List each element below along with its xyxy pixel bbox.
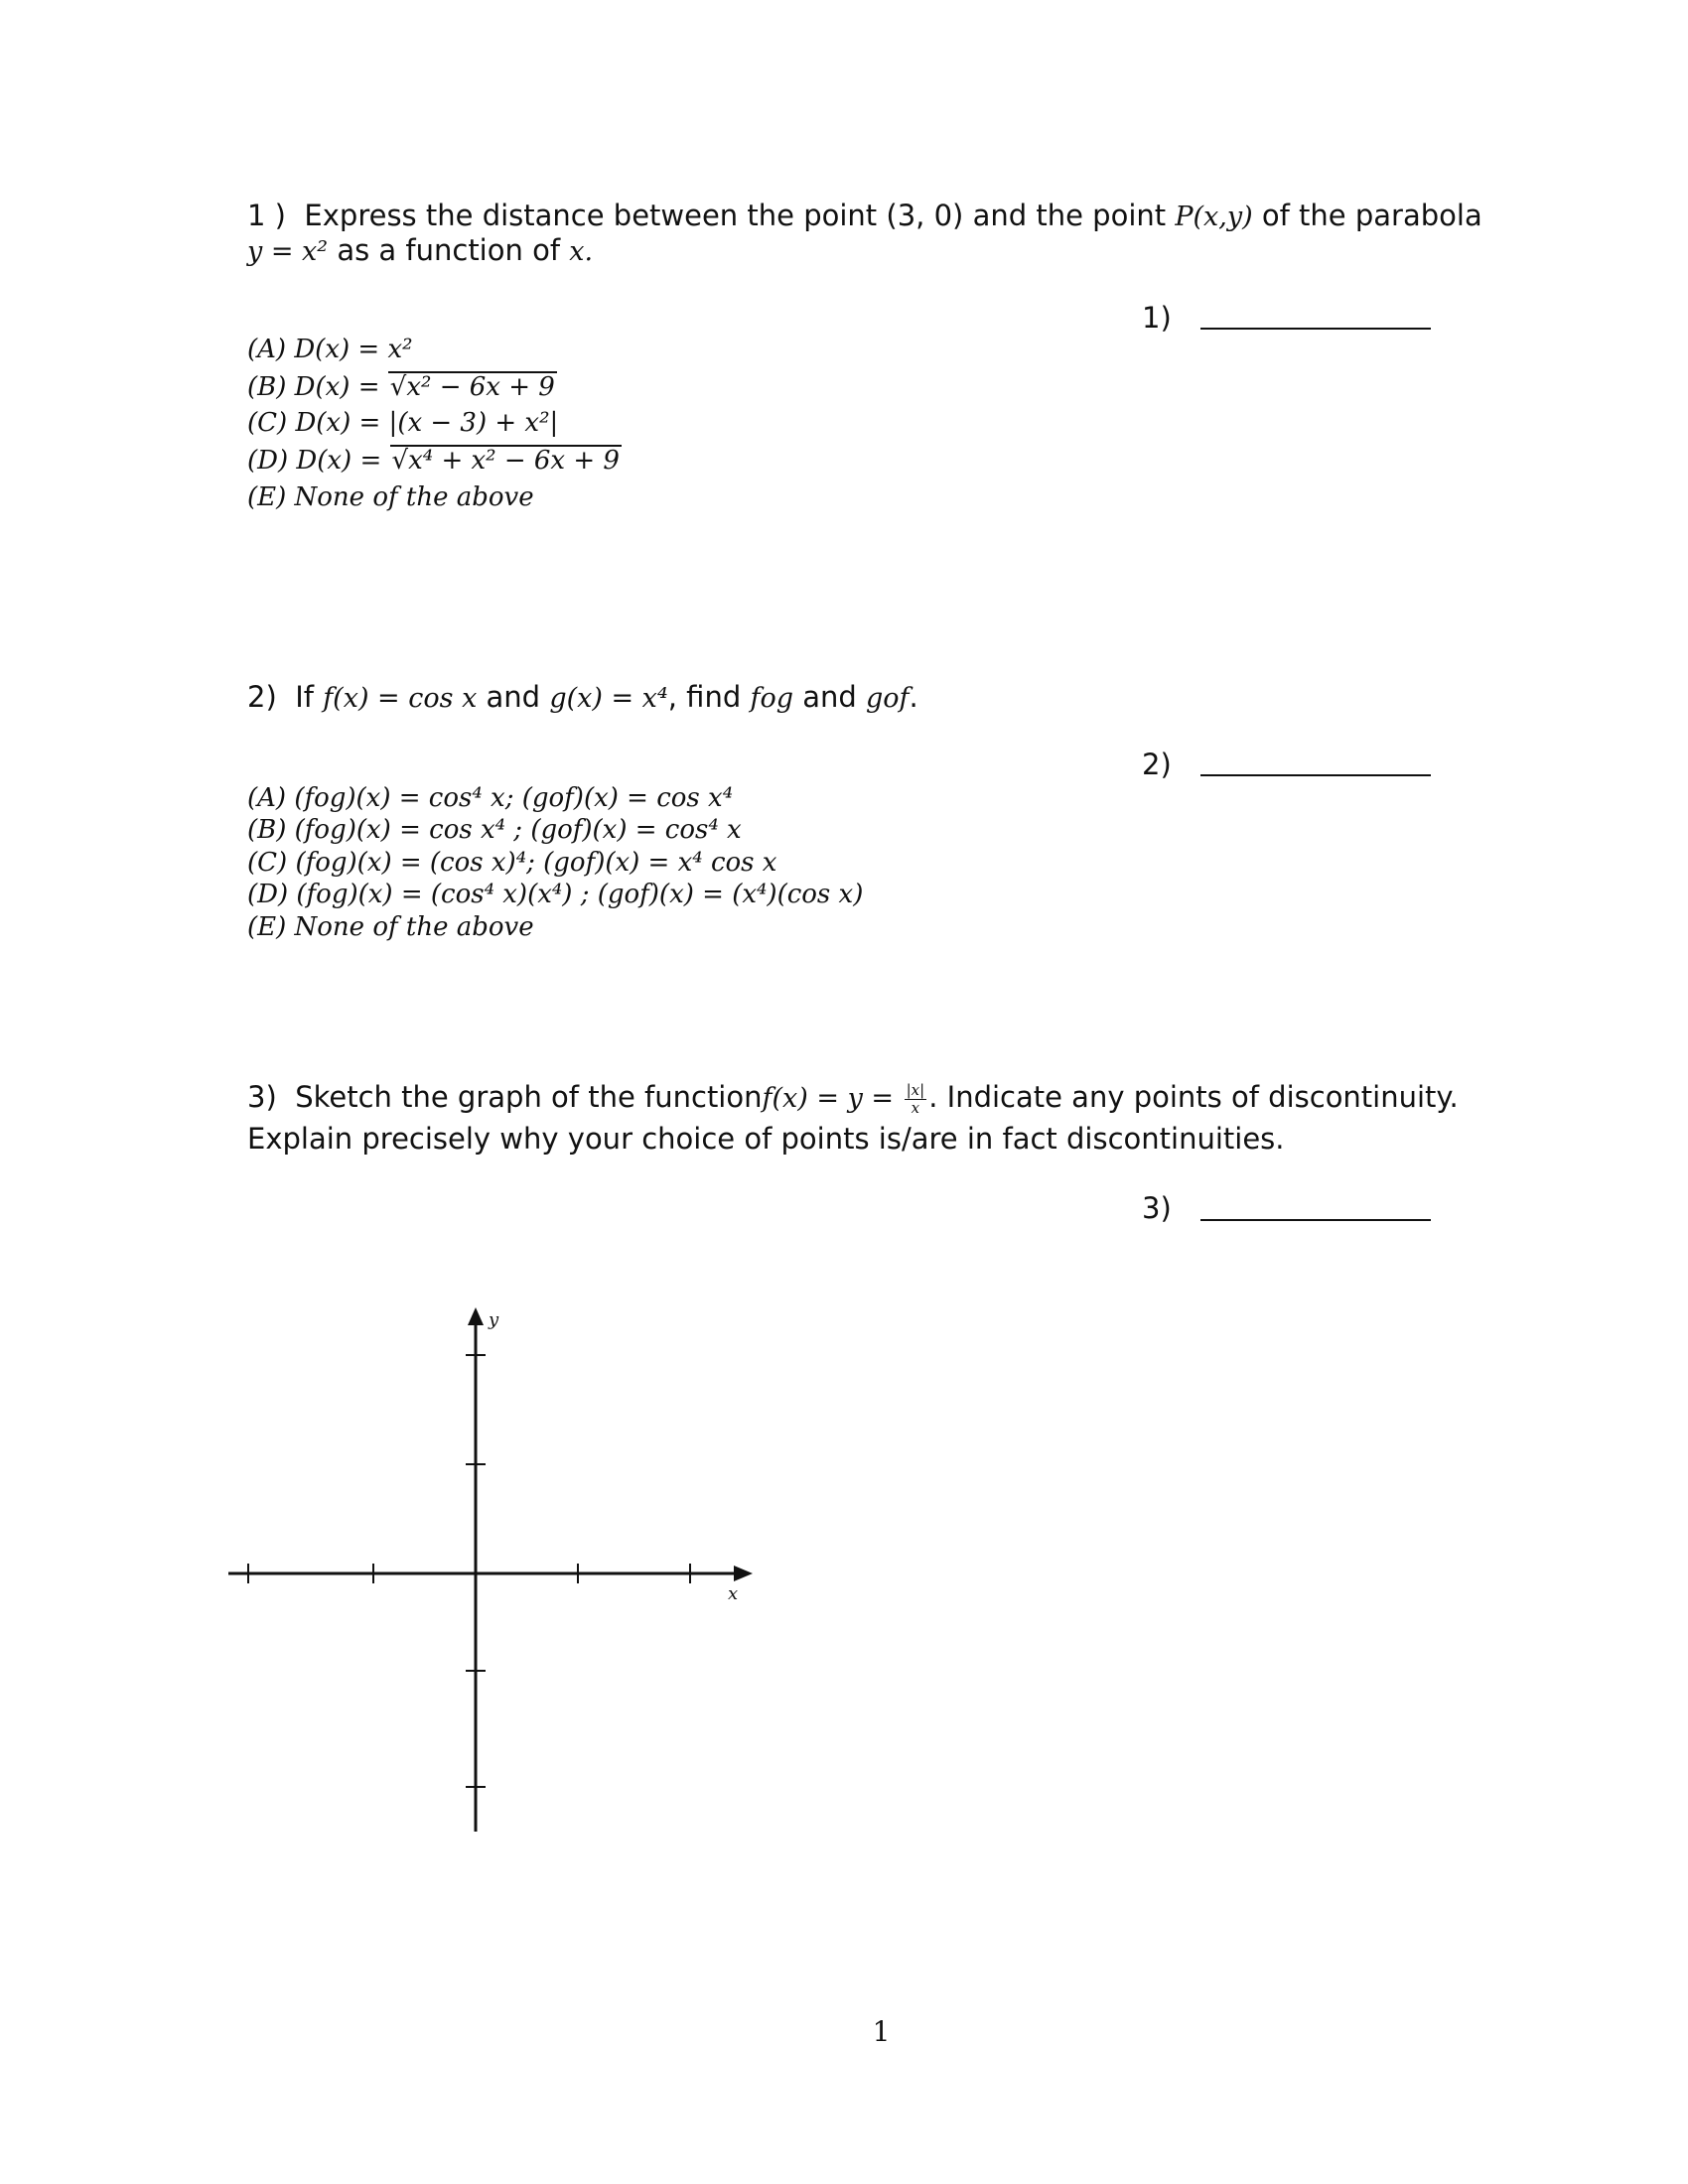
q2-choice-c: (C) (fog)(x) = (cos x)⁴; (gof)(x) = x⁴ cos x [247, 848, 777, 878]
variable-x-math: x. [569, 236, 594, 267]
question-3-line-1 [247, 1080, 1459, 1117]
q2-choice-a: (A) (fog)(x) = cos⁴ x; (gof)(x) = cos x⁴ [247, 783, 734, 813]
q1-choice-e: (E) None of the above [247, 482, 534, 512]
question-1-text-b: as a function of [337, 233, 561, 267]
x-axis-arrow-icon [734, 1566, 753, 1581]
answer-label-1: 1) [1142, 301, 1172, 335]
question-2-number: 2) [247, 680, 277, 714]
q1-choice-b [247, 371, 557, 403]
q2-g-def: g(x) = x⁴ [549, 683, 668, 714]
q2-f-def: f(x) = cos x [323, 683, 478, 714]
q2-gof: gof [866, 683, 910, 714]
q1-choice-b-label: (B) D(x) = [247, 372, 388, 402]
q2-if: If [295, 680, 314, 714]
answer-label-3: 3) [1142, 1191, 1172, 1225]
fraction-numerator: |x| [906, 1080, 925, 1099]
point-p-math: P(x,y) [1175, 202, 1253, 232]
q2-and: and [486, 680, 541, 714]
q2-and-2: and [802, 680, 857, 714]
q2-choice-e: (E) None of the above [247, 912, 534, 942]
q2-choice-d: (D) (fog)(x) = (cos⁴ x)(x⁴) ; (gof)(x) = (x⁴)(cos x) [247, 880, 864, 909]
q2-find: , find [667, 680, 742, 714]
question-2-line-1 [247, 680, 918, 714]
sqrt-radicand-b: √x² − 6x + 9 [389, 372, 555, 402]
answer-label-2: 2) [1142, 748, 1172, 781]
question-1-text-end: of the parabola [1261, 199, 1482, 232]
answer-blank-1[interactable] [1200, 328, 1431, 330]
question-3-text: Sketch the graph of the function [295, 1080, 763, 1114]
question-3-number: 3) [247, 1080, 277, 1114]
parabola-math: y = x² [247, 236, 329, 267]
question-1-text: Express the distance between the point (3, 0) and the point [304, 199, 1167, 232]
q1-choice-b-radicand: x² − 6x + 9 [406, 372, 555, 402]
q1-choice-c: (C) D(x) = |(x − 3) + x²| [247, 408, 559, 438]
q3-function-math: f(x) = y = [762, 1083, 903, 1114]
x-axis-label: x [728, 1583, 739, 1604]
question-1-number: 1 ) [247, 199, 286, 232]
q2-fog: fog [750, 683, 793, 714]
q1-choice-a: (A) D(x) = x² [247, 335, 413, 364]
abs-x-over-x-fraction [905, 1082, 927, 1117]
sqrt-radicand-d: √x⁴ + x² − 6x + 9 [391, 446, 620, 476]
page-number: 1 [872, 2015, 891, 2048]
q2-choice-b: (B) (fog)(x) = cos x⁴ ; (gof)(x) = cos⁴ x [247, 815, 742, 845]
question-1-line-1 [247, 199, 1482, 232]
fraction-denominator: x [911, 1098, 920, 1117]
q1-choice-d-label: (D) D(x) = [247, 446, 390, 476]
sketch-axes[interactable] [218, 1296, 774, 1851]
q1-choice-d [247, 445, 622, 477]
question-3-line-2: Explain precisely why your choice of points is/are in fact discontinuities. [247, 1122, 1285, 1156]
question-1-line-2 [247, 233, 593, 267]
q2-period: . [909, 680, 918, 714]
answer-blank-2[interactable] [1200, 774, 1431, 776]
y-axis-label: y [489, 1309, 499, 1330]
q1-choice-d-radicand: x⁴ + x² − 6x + 9 [408, 446, 620, 476]
answer-blank-3[interactable] [1200, 1219, 1431, 1221]
question-3-text-end: . Indicate any points of discontinuity. [928, 1080, 1459, 1114]
y-axis-arrow-icon [468, 1307, 484, 1325]
